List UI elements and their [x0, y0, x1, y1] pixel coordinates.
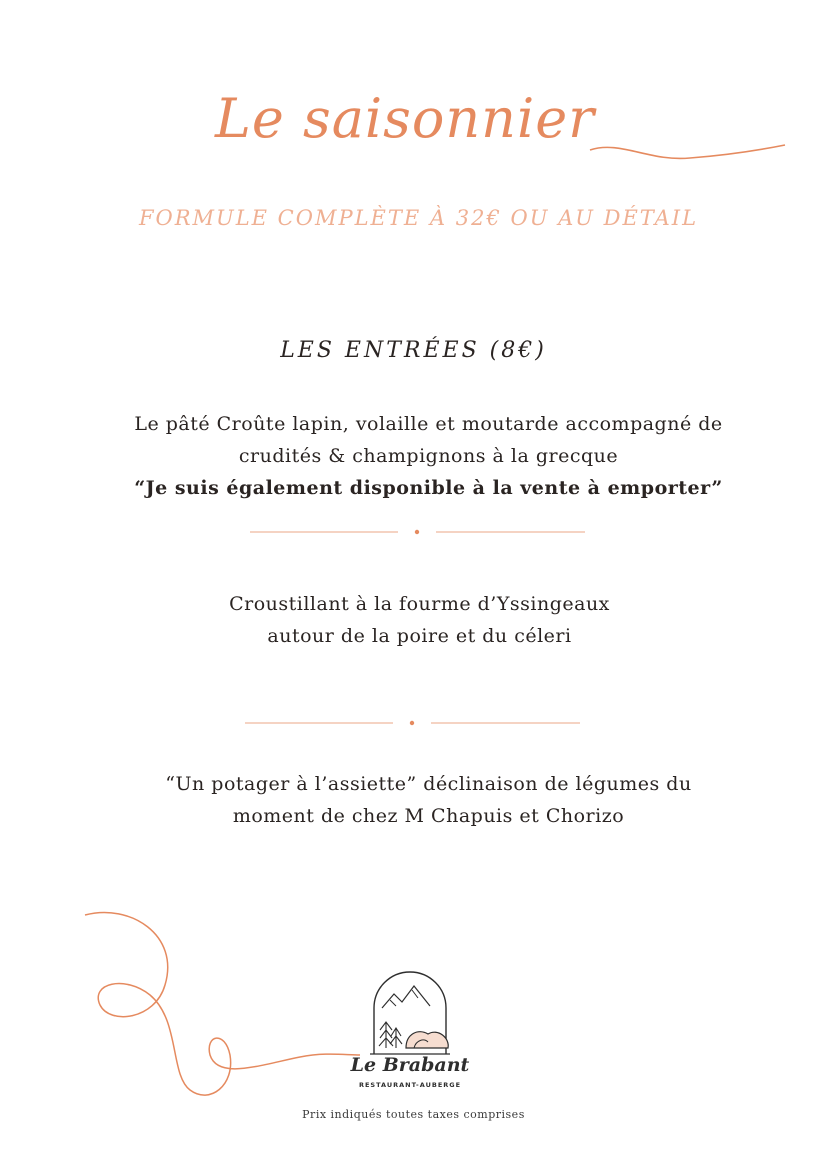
dish-item	[0, 408, 827, 504]
logo-subtitle: RESTAURANT-AUBERGE	[358, 1081, 462, 1089]
dish-item	[0, 768, 827, 832]
menu-subtitle: FORMULE COMPLÈTE À 32€ OU AU DÉTAIL	[138, 206, 699, 230]
dish-line: Croustillant à la fourme d’Yssingeaux	[229, 593, 610, 615]
price-footnote: Prix indiqués toutes taxes comprises	[302, 1108, 525, 1121]
dish-line: Le pâté Croûte lapin, volaille et moutarde accompagné de	[134, 413, 723, 435]
dish-line: crudités & champignons à la grecque	[238, 445, 619, 467]
mountain-forest-arch-icon	[368, 968, 452, 1058]
restaurant-logo	[340, 968, 480, 1098]
menu-title: Le saisonnier	[215, 87, 595, 150]
divider-dot-icon	[245, 718, 580, 728]
dish-line: autour de la poire et du céleri	[267, 625, 572, 647]
divider-dot-icon	[250, 527, 585, 537]
section-heading-entrees: LES ENTRÉES (8€)	[280, 338, 547, 363]
decorative-swirl-icon	[70, 895, 370, 1105]
dish-item	[0, 588, 827, 652]
logo-name: Le Brabant	[350, 1054, 470, 1076]
dish-line: “Un potager à l’assiette” déclinaison de légumes du	[165, 773, 692, 795]
dish-note: “Je suis également disponible à la vente à emporter”	[134, 477, 723, 499]
dish-line: moment de chez M Chapuis et Chorizo	[232, 805, 625, 827]
